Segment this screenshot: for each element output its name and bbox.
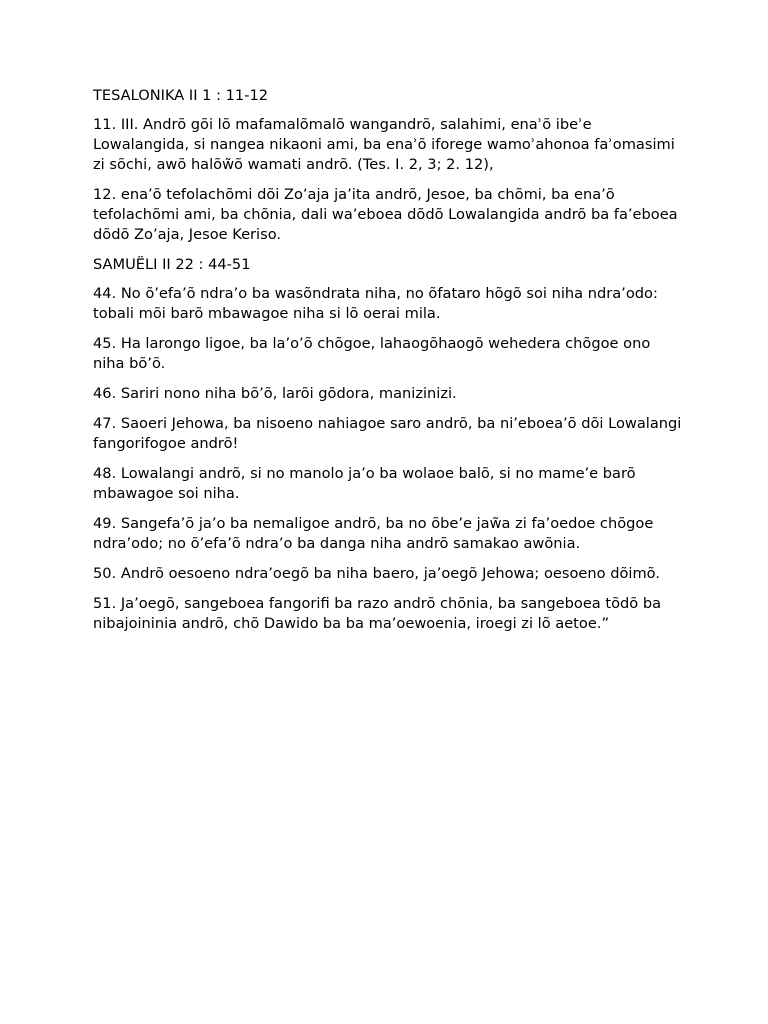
verse-48: 48. Lowalangi andrõ, si no manolo ja’o ba wolaoe balõ, si no mame’e barõ mbawagoe soi niha. <box>93 465 636 502</box>
verse-47: 47. Saoeri Jehowa, ba nisoeno nahiagoe saro andrõ, ba ni’eboea’õ dõi Lowalangi fangorifogoe andrõ! <box>93 415 682 452</box>
verse-46: 46. Sariri nono niha bõ’õ, larõi gõdora, manizinizi. <box>93 385 457 402</box>
document-body <box>93 86 683 644</box>
verse-45: 45. Ha larongo ligoe, ba la’o’õ chõgoe, lahaogõhaogõ wehedera chõgoe ono niha bõ’õ. <box>93 335 651 372</box>
verse-11: 11. III. Andrõ gõi lõ mafamalõmalõ wangandrõ, salahimi, enaʾõ ibeʾe Lowalangida, si nangea nikaoni ami, ba enaʾõ iforege wamoʾahonoa faʾomasimi zi sõchi, awõ halõw̃õ wamati andrõ. (Tes. I. 2, 3; 2. 12), <box>93 116 675 173</box>
passage-heading-tesalonika: TESALONIKA II 1 : 11-12 <box>93 87 269 104</box>
verse-50: 50. Andrõ oesoeno ndra’oegõ ba niha baero, ja’oegõ Jehowa; oesoeno dõimõ. <box>93 565 660 582</box>
verse-49: 49. Sangefa’õ ja’o ba nemaligoe andrõ, ba no õbe’e jaw̃a zi fa’oedoe chõgoe ndra’odo; no õ’efa’õ ndra’o ba danga niha andrõ samakao awõnia. <box>93 515 654 552</box>
passage-heading-samueli: SAMUËLI II 22 : 44-51 <box>93 256 251 273</box>
verse-51: 51. Ja’oegõ, sangeboea fangorifi ba razo andrõ chõnia, ba sangeboea tõdõ ba nibajoininia andrõ, chõ Dawido ba ba ma’oewoenia, iroegi zi lõ aetoe.” <box>93 595 662 632</box>
verse-12: 12. ena’õ tefolachõmi dõi Zo’aja ja’ita andrõ, Jesoe, ba chõmi, ba ena’õ tefolachõmi ami, ba chõnia, dali wa’eboea dõdõ Lowalangida andrõ ba fa’eboea dõdõ Zo’aja, Jesoe Keriso. <box>93 186 678 243</box>
verse-44: 44. No õ’efa’õ ndra’o ba wasõndrata niha, no õfataro hõgõ soi niha ndra’odo: tobali mõi barõ mbawagoe niha si lõ oerai mila. <box>93 285 658 322</box>
